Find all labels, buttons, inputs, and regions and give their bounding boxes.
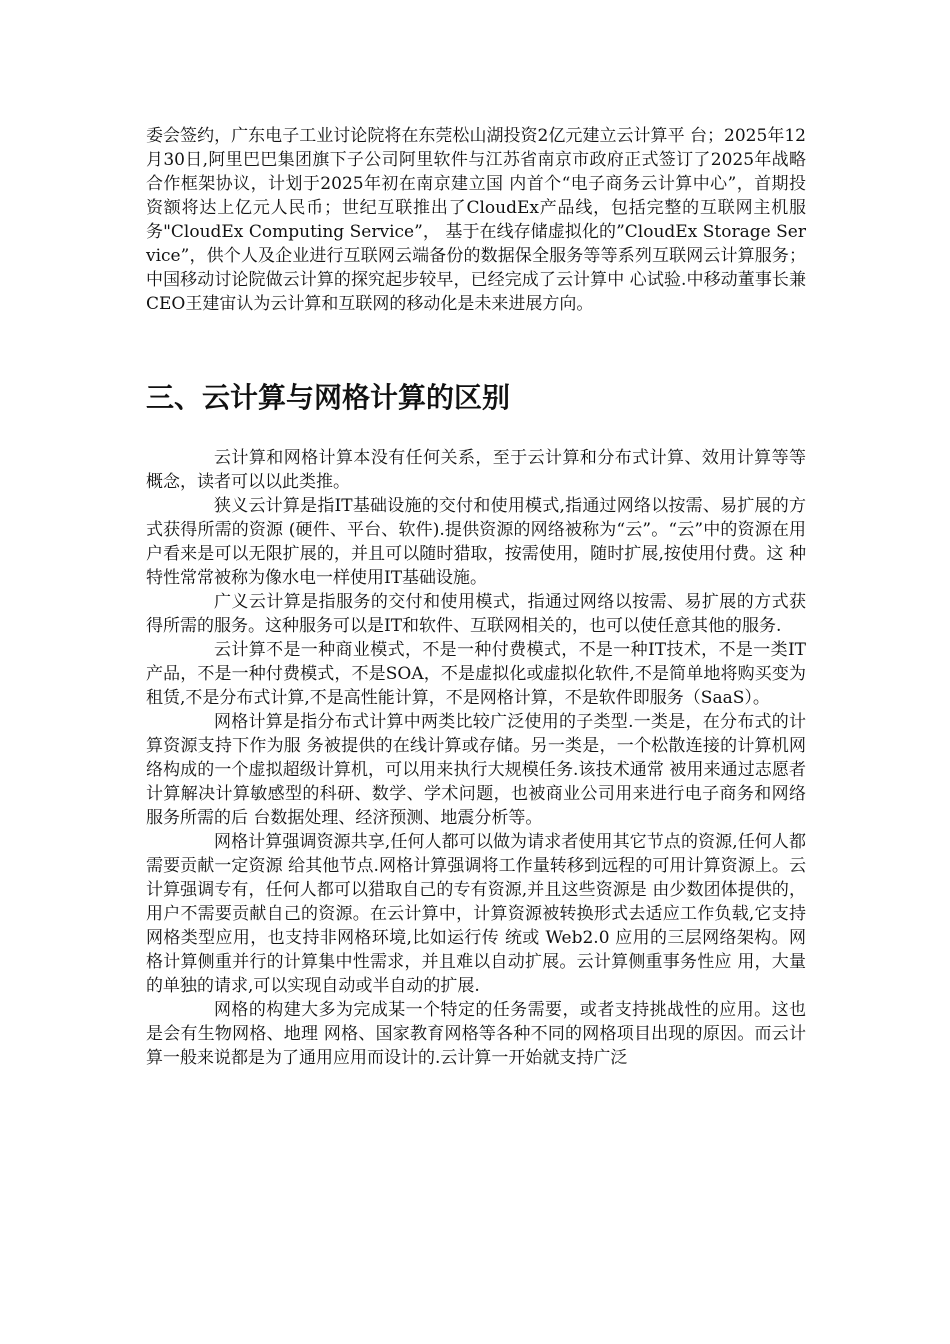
intro-paragraph-block — [146, 124, 806, 316]
intro-paragraph: 委会签约，广东电子工业讨论院将在东莞松山湖投资2亿元建立云计算平 台；2025年12月30日,阿里巴巴集团旗下子公司阿里软件与江苏省南京市政府正式签订了2025年战略合作框架协议，计划于2025年初在南京建立国 内首个“电子商务云计算中心”，首期投资额将达上亿元人民币；世纪互联推出了CloudEx产品线，包括完整的互联网主机服务"CloudEx Computing Service”， 基于在线存储虚拟化的”CloudEx Storage Service”，供个人及企业进行互联网云端备份的数据保全服务等等系列互联网云计算服务；中国移动讨论院做云计算的探究起步较早，已经完成了云计算中 心试验.中移动董事长兼CEO王建宙认为云计算和互联网的移动化是未来进展方向。 — [146, 126, 806, 314]
body-paragraph-4: 云计算不是一种商业模式，不是一种付费模式，不是一种IT技术，不是一类IT产品，不是一种付费模式，不是SOA，不是虚拟化或虚拟化软件,不是简单地将购买变为租赁,不是分布式计算,不是高性能计算，不是网格计算，不是软件即服务（SaaS）。 — [146, 640, 806, 708]
section-heading: 三、云计算与网格计算的区别 — [146, 381, 511, 414]
body-paragraph-2: 狭义云计算是指IT基础设施的交付和使用模式,指通过网络以按需、易扩展的方式获得所需的资源 (硬件、平台、软件).提供资源的网络被称为“云”。“云”中的资源在用户看来是可以无限扩展的，并且可以随时猎取，按需使用，随时扩展,按使用付费。这 种特性常常被称为像水电一样使用IT基础设施。 — [146, 496, 806, 588]
section-body — [146, 446, 806, 1070]
body-paragraph-7: 网格的构建大多为完成某一个特定的任务需要，或者支持挑战性的应用。这也是会有生物网格、地理 网格、国家教育网格等各种不同的网格项目出现的原因。而云计算一般来说都是为了通用应用而设计的.云计算一开始就支持广泛 — [146, 1000, 806, 1068]
body-paragraph-3: 广义云计算是指服务的交付和使用模式，指通过网络以按需、易扩展的方式获得所需的服务。这种服务可以是IT和软件、互联网相关的，也可以使任意其他的服务. — [146, 592, 806, 636]
body-paragraph-1: 云计算和网格计算本没有任何关系，至于云计算和分布式计算、效用计算等等概念，读者可以以此类推。 — [146, 448, 806, 492]
body-paragraph-6: 网格计算强调资源共享,任何人都可以做为请求者使用其它节点的资源,任何人都需要贡献一定资源 给其他节点.网格计算强调将工作量转移到远程的可用计算资源上。云计算强调专有，任何人都可以猎取自己的专有资源,并且这些资源是 由少数团体提供的，用户不需要贡献自己的资源。在云计算中，计算资源被转换形式去适应工作负载,它支持网格类型应用，也支持非网格环境,比如运行传 统或 Web2.0 应用的三层网络架构。网格计算侧重并行的计算集中性需求，并且难以自动扩展。云计算侧重事务性应 用，大量的单独的请求,可以实现自动或半自动的扩展. — [146, 832, 806, 996]
body-paragraph-5: 网格计算是指分布式计算中两类比较广泛使用的子类型.一类是，在分布式的计算资源支持下作为服 务被提供的在线计算或存储。另一类是，一个松散连接的计算机网络构成的一个虚拟超级计算机，可以用来执行大规模任务.该技术通常 被用来通过志愿者计算解决计算敏感型的科研、数学、学术问题，也被商业公司用来进行电子商务和网络服务所需的后 台数据处理、经济预测、地震分析等。 — [146, 712, 806, 828]
